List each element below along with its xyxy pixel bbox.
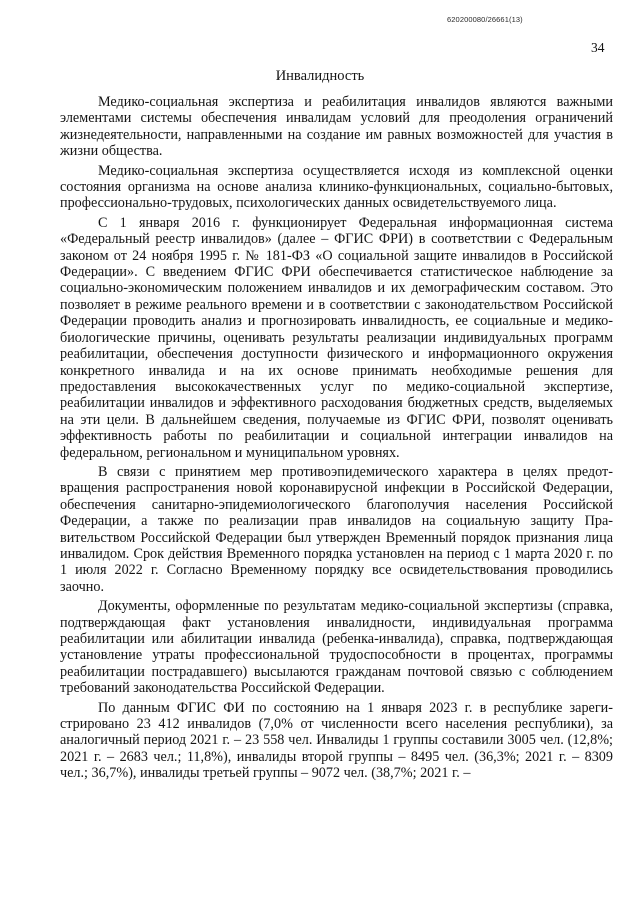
paragraph: С 1 января 2016 г. функционирует Федеральная информационная система «Федеральный реестр инвалидов» (далее – ФГИС ФРИ) в соответствии с Федеральным законом от 24 ноября 1995 г. № 181-ФЗ «О социальной защите инвалидов в Российской Федерации». С введением ФГИС ФРИ обеспечивается статистическое наблюдение за социально-экономическим положением инвалидов и их демографическим составом. Это позволяет в режиме реального времени и в соответствии с законодательством Российской Федерации проводить анализ и прогнозировать инвалидность, ее социальные и медико-биологические причины, оценивать результаты реализации индивидуальных программ реабилитации, обеспечения доступности физического и информационного окружения конкретного инвалида и на их основе принимать необходимые решения для предоставления высококачественных услуг по медико-социальной экспертизе, реабилитации инвалидов и эффективного расходования бюджетных средств, выделяемых на эти цели. В дальнейшем сведения, получаемые из ФГИС ФРИ, позволят оценивать эффективность работы по реабилитации и социальной интеграции инвалидов на федеральном, региональном и муниципальном уровнях. — [60, 214, 613, 461]
paragraph: По данным ФГИС ФИ по состоянию на 1 января 2023 г. в республике зарегистрировано 23 412 инвалидов (7,0% от численности всего населения республики), за аналогичный период 2021 г. – 23 558 чел. Инвалиды 1 группы составили 3005 чел. (12,8%; 2021 г. – 2683 чел.; 11,8%), инвалиды второй группы – 8495 чел. (36,3%; 2021 г. – 8309 чел.; 36,7%), инвалиды третьей группы – 9072 чел. (38,7%; 2021 г. – — [60, 699, 613, 782]
paragraph: В связи с принятием мер противоэпидемического характера в целях предотвращения распространения новой коронавирусной инфекции в Российской Федерации, обеспечения санитарно-эпидемиологического благополучия населения Российской Федерации, а также по реализации прав инвалидов на социальную защиту Правительством Российской Федерации был утвержден Временный порядок признания лица инвалидом. Срок действия Временного порядка установлен на период с 1 марта 2020 г. по 1 июля 2022 г. Согласно Временному порядку все освидетельствования проводились заочно. — [60, 463, 613, 595]
page-number: 34 — [591, 40, 605, 55]
paragraph: Медико-социальная экспертиза осуществляется исходя из комплексной оценки состояния организма на основе анализа клинико-функциональных, социально-бытовых, профессионально-трудовых, психологических данных освидетельствуемого лица. — [60, 162, 613, 212]
body-text — [60, 94, 613, 785]
document-id: 620200080/26661(13) — [447, 15, 523, 24]
section-title: Инвалидность — [275, 68, 365, 84]
paragraph: Медико-социальная экспертиза и реабилитация инвалидов являются важными элементами системы обеспечения инвалидам условий для преодоления ограничений жизнедеятельности, направленными на создание им равных возможностей для участия в жизни общества. — [60, 94, 613, 160]
paragraph: Документы, оформленные по результатам медико-социальной экспертизы (справка, подтверждающая факт установления инвалидности, индивидуальная программа реабилитации или абилитации инвалида (ребенка-инвалида), справка, подтверждающая установление утраты профессиональной трудоспособности в процентах, программы реабилитации пострадавшего) высылаются гражданам почтовой связью с соблюдением требований законодательства Российской Федерации. — [60, 598, 613, 697]
